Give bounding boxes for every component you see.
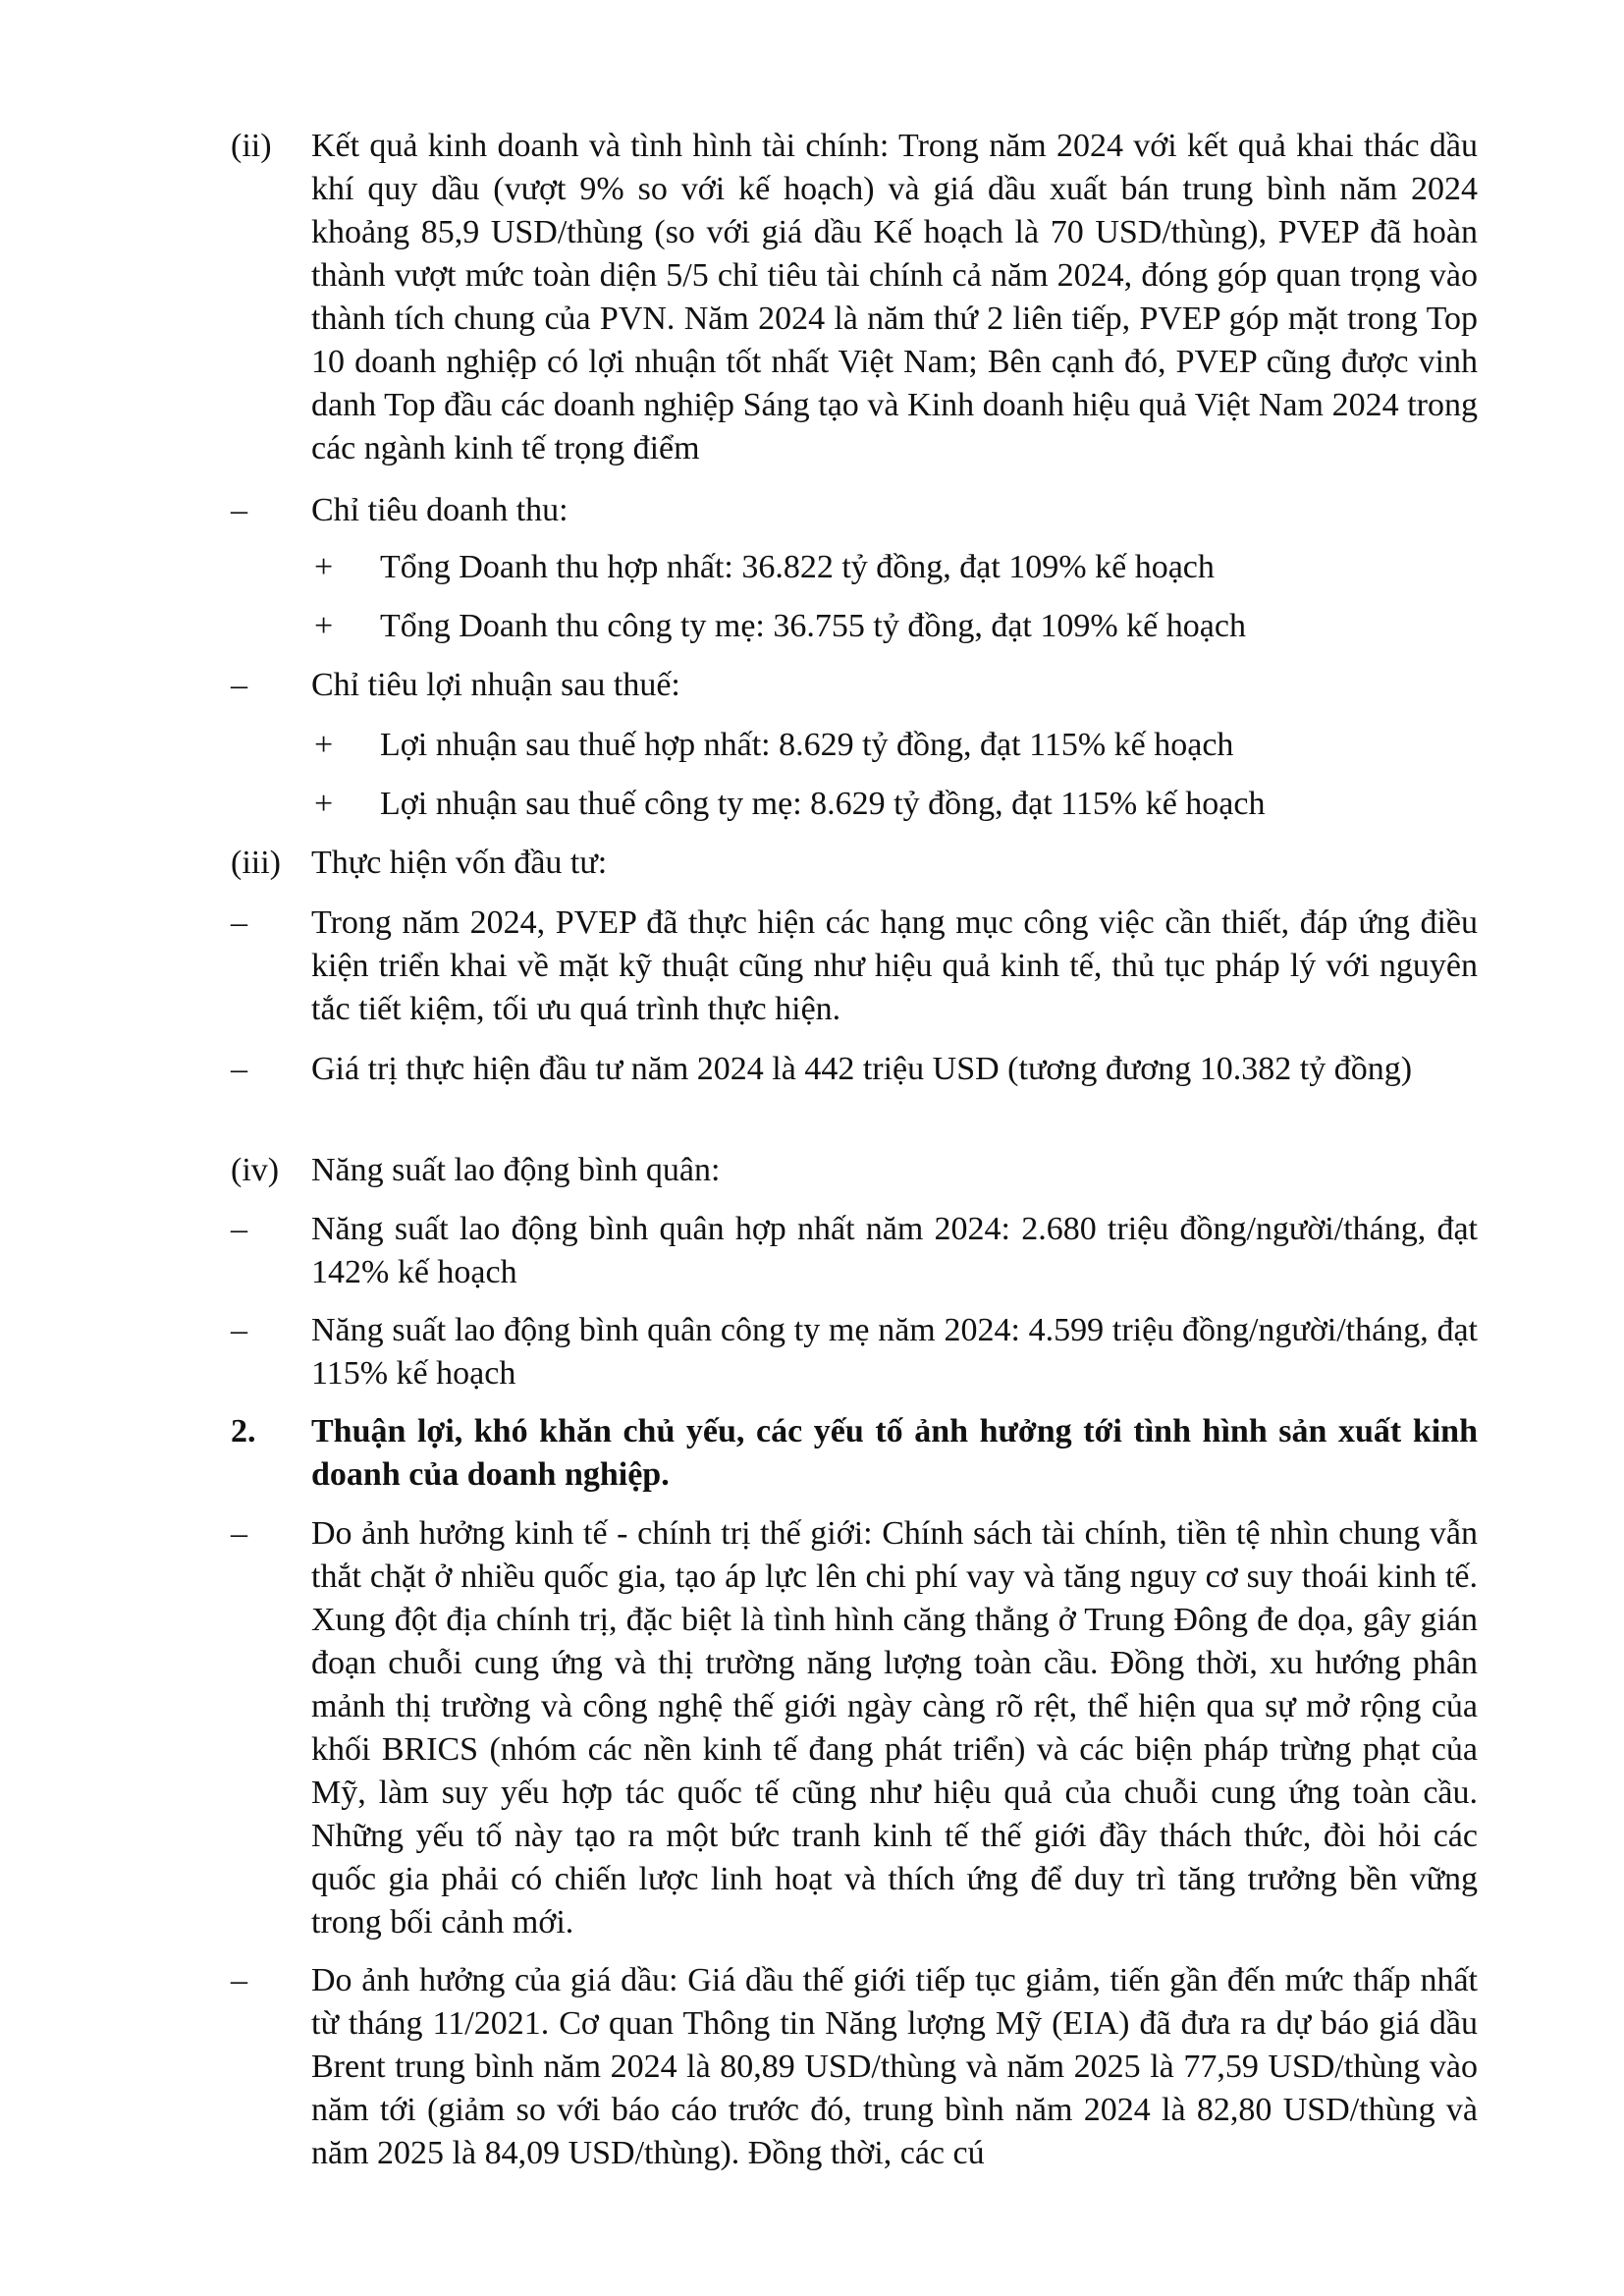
- plus-marker: +: [314, 727, 334, 763]
- bullet-profit-targets: [231, 664, 1478, 707]
- dash-marker: –: [231, 1962, 247, 1998]
- section-title: Thực hiện vốn đầu tư:: [311, 845, 608, 881]
- dash-marker: –: [231, 1515, 247, 1552]
- bullet-parent-productivity: [231, 1309, 1478, 1395]
- bullet-world-economy: [231, 1512, 1478, 1944]
- sub-item-parent-profit: [231, 783, 1478, 826]
- dash-marker: –: [231, 1211, 247, 1247]
- bullet-text: Chỉ tiêu lợi nhuận sau thuế:: [311, 667, 680, 703]
- plus-marker: +: [314, 549, 334, 585]
- paragraph-business-results: Kết quả kinh doanh và tình hình tài chính: Trong năm 2024 với kết quả khai thác dầu khí quy dầu (vượt 9% so với kế hoạch) và giá dầu xuất bán trung bình năm 2024 khoảng 85,9 USD/thùng (so với giá dầu Kế hoạch là 70 USD/thùng), PVEP đã hoàn thành vượt mức toàn diện 5/5 chỉ tiêu tài chính cả năm 2024, đóng góp quan trọng vào thành tích chung của PVN. Năm 2024 là năm thứ 2 liên tiếp, PVEP góp mặt trong Top 10 doanh nghiệp có lợi nhuận tốt nhất Việt Nam; Bên cạnh đó, PVEP cũng được vinh danh Top đầu các doanh nghiệp Sáng tạo và Kinh doanh hiệu quả Việt Nam 2024 trong các ngành kinh tế trọng điểm: [311, 128, 1478, 466]
- sub-item-text: Lợi nhuận sau thuế công ty mẹ: 8.629 tỷ đồng, đạt 115% kế hoạch: [380, 786, 1266, 822]
- bullet-text: Năng suất lao động bình quân công ty mẹ năm 2024: 4.599 triệu đồng/người/tháng, đạt 115% kế hoạch: [311, 1312, 1478, 1392]
- heading-number: 2.: [231, 1413, 256, 1449]
- heading-section-2: [231, 1410, 1478, 1497]
- sub-item-text: Lợi nhuận sau thuế hợp nhất: 8.629 tỷ đồng, đạt 115% kế hoạch: [380, 727, 1234, 763]
- bullet-revenue-targets: [231, 489, 1478, 532]
- bullet-text: Trong năm 2024, PVEP đã thực hiện các hạng mục công việc cần thiết, đáp ứng điều kiện triển khai về mặt kỹ thuật cũng như hiệu quả kinh tế, thủ tục pháp lý với nguyên tắc tiết kiệm, tối ưu quá trình thực hiện.: [311, 904, 1478, 1027]
- bullet-investment-value: [231, 1048, 1478, 1091]
- bullet-text: Do ảnh hưởng của giá dầu: Giá dầu thế giới tiếp tục giảm, tiến gần đến mức thấp nhất từ tháng 11/2021. Cơ quan Thông tin Năng lượng Mỹ (EIA) đã đưa ra dự báo giá dầu Brent trung bình năm 2024 là 80,89 USD/thùng và năm 2025 là 77,59 USD/thùng vào năm tới (giảm so với báo cáo trước đó, trung bình năm 2024 là 82,80 USD/thùng và năm 2025 là 84,09 USD/thùng). Đồng thời, các cú: [311, 1962, 1478, 2171]
- plus-marker: +: [314, 608, 334, 644]
- section-labor-productivity: [231, 1149, 1478, 1192]
- sub-item-parent-revenue: [231, 605, 1478, 648]
- bullet-text: Giá trị thực hiện đầu tư năm 2024 là 442 triệu USD (tương đương 10.382 tỷ đồng): [311, 1051, 1413, 1087]
- item-marker: (iii): [231, 845, 281, 881]
- section-title: Năng suất lao động bình quân:: [311, 1152, 721, 1188]
- plus-marker: +: [314, 786, 334, 822]
- sub-item-consolidated-profit: [231, 724, 1478, 767]
- item-marker: (iv): [231, 1152, 280, 1188]
- sub-item-consolidated-revenue: [231, 546, 1478, 589]
- bullet-oil-price: [231, 1959, 1478, 2175]
- sub-item-text: Tổng Doanh thu công ty mẹ: 36.755 tỷ đồng, đạt 109% kế hoạch: [380, 608, 1246, 644]
- bullet-text: Năng suất lao động bình quân hợp nhất năm 2024: 2.680 triệu đồng/người/tháng, đạt 142% kế hoạch: [311, 1211, 1478, 1290]
- section-business-results: [231, 125, 1478, 470]
- dash-marker: –: [231, 1312, 247, 1348]
- bullet-text: Chỉ tiêu doanh thu:: [311, 492, 568, 528]
- section-investment: [231, 842, 1478, 885]
- heading-text: Thuận lợi, khó khăn chủ yếu, các yếu tố ảnh hưởng tới tình hình sản xuất kinh doanh của doanh nghiệp.: [311, 1413, 1478, 1493]
- item-marker: (ii): [231, 128, 272, 164]
- bullet-investment-work: [231, 902, 1478, 1031]
- bullet-text: Do ảnh hưởng kinh tế - chính trị thế giới: Chính sách tài chính, tiền tệ nhìn chung vẫn thắt chặt ở nhiều quốc gia, tạo áp lực lên chi phí vay và tăng nguy cơ suy thoái kinh tế. Xung đột địa chính trị, đặc biệt là tình hình căng thẳng ở Trung Đông đe dọa, gây gián đoạn chuỗi cung ứng và thị trường năng lượng toàn cầu. Đồng thời, xu hướng phân mảnh thị trường và công nghệ thế giới ngày càng rõ rệt, thể hiện qua sự mở rộng của khối BRICS (nhóm các nền kinh tế đang phát triển) và các biện pháp trừng phạt của Mỹ, làm suy yếu hợp tác quốc tế cũng như hiệu quả của chuỗi cung ứng toàn cầu. Những yếu tố này tạo ra một bức tranh kinh tế thế giới đầy thách thức, đòi hỏi các quốc gia phải có chiến lược linh hoạt và thích ứng để duy trì tăng trưởng bền vững trong bối cảnh mới.: [311, 1515, 1478, 1941]
- dash-marker: –: [231, 1051, 247, 1087]
- dash-marker: –: [231, 492, 247, 528]
- dash-marker: –: [231, 904, 247, 941]
- bullet-consolidated-productivity: [231, 1208, 1478, 1294]
- dash-marker: –: [231, 667, 247, 703]
- sub-item-text: Tổng Doanh thu hợp nhất: 36.822 tỷ đồng, đạt 109% kế hoạch: [380, 549, 1215, 585]
